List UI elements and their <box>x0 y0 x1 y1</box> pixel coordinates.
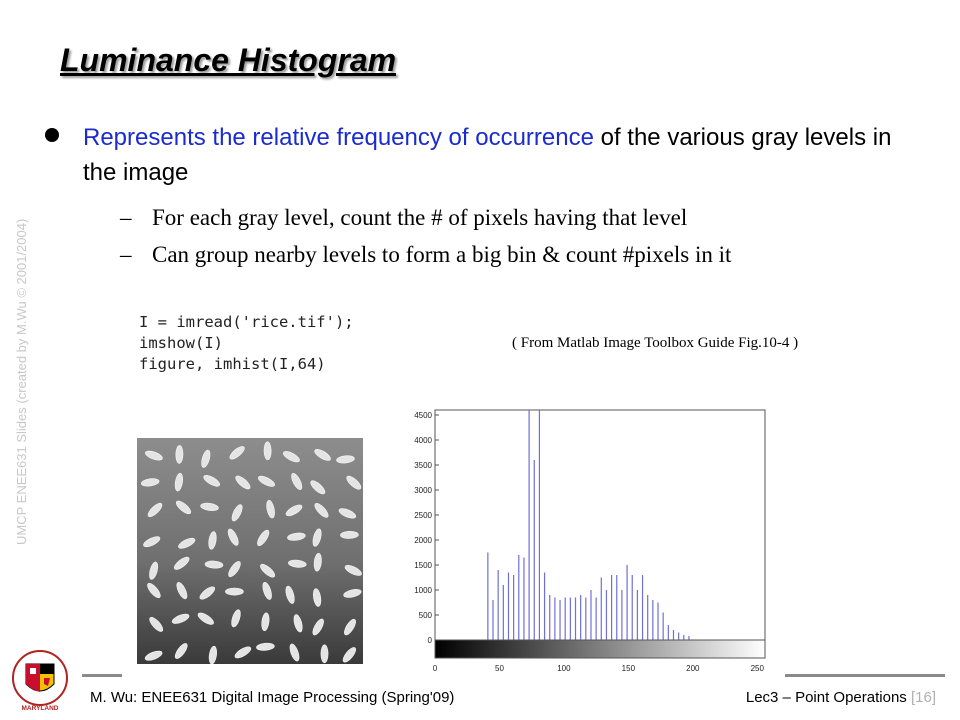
subbullet-2: – Can group nearby levels to form a big bin & count #pixels in it <box>120 242 732 267</box>
rice-grain <box>321 645 328 663</box>
subbullet-1-text: For each gray level, count the # of pixels having that level <box>152 205 688 230</box>
y-tick-label: 500 <box>418 611 432 620</box>
footer-rule-left <box>82 674 122 677</box>
subbullet-2-text: Can group nearby levels to form a big bin & count #pixels in it <box>152 242 732 267</box>
figure-caption: ( From Matlab Image Toolbox Guide Fig.10-4 ) <box>512 335 799 351</box>
y-tick-label: 3000 <box>414 486 432 495</box>
page-title: Luminance Histogram <box>60 42 397 78</box>
grayscale-colorbar <box>435 640 765 658</box>
x-tick-label: 100 <box>557 664 571 673</box>
rice-grain <box>264 442 272 460</box>
bullet-icon <box>45 128 59 142</box>
y-tick-label: 4000 <box>414 436 432 445</box>
x-tick-label: 250 <box>750 664 764 673</box>
footer-course: M. Wu: ENEE631 Digital Image Processing (Spring'09) <box>90 689 455 706</box>
rice-grain <box>225 588 243 595</box>
x-tick-label: 150 <box>621 664 636 673</box>
footer-lecture <box>746 689 936 706</box>
x-tick-label: 50 <box>495 664 504 673</box>
footer-rule-right <box>785 674 945 677</box>
x-tick-label: 0 <box>432 664 438 673</box>
y-tick-label: 2500 <box>414 511 432 520</box>
y-tick-label: 2000 <box>414 536 432 545</box>
main-bullet <box>83 120 903 190</box>
page-number: [16] <box>910 689 936 706</box>
plot-frame <box>435 410 765 640</box>
rice-image <box>137 438 363 664</box>
subbullet-1: – For each gray level, count the # of pixels having that level <box>120 205 688 230</box>
svg-text:MARYLAND: MARYLAND <box>21 705 59 712</box>
copyright-side-note: UMCP ENEE631 Slides (created by M.Wu © 2001/2004) <box>14 218 29 545</box>
bullet-highlight: Represents the relative frequency of occurrence <box>83 124 594 151</box>
y-tick-label: 3500 <box>414 461 432 470</box>
histogram-chart <box>405 404 775 678</box>
footer-lecture-title: Lec3 – Point Operations <box>745 689 907 706</box>
matlab-code: I = imread('rice.tif'); imshow(I) figure, imhist(I,64) <box>139 313 354 373</box>
y-tick-label: 0 <box>427 636 432 645</box>
y-tick-label: 1500 <box>414 561 432 570</box>
bullet-rest: of the various gray levels in the image <box>83 124 892 186</box>
y-tick-label: 1000 <box>414 586 432 595</box>
rice-grain <box>176 445 184 463</box>
y-tick-label: 4500 <box>414 411 432 420</box>
university-seal-logo <box>8 648 72 712</box>
x-tick-label: 200 <box>686 664 700 673</box>
